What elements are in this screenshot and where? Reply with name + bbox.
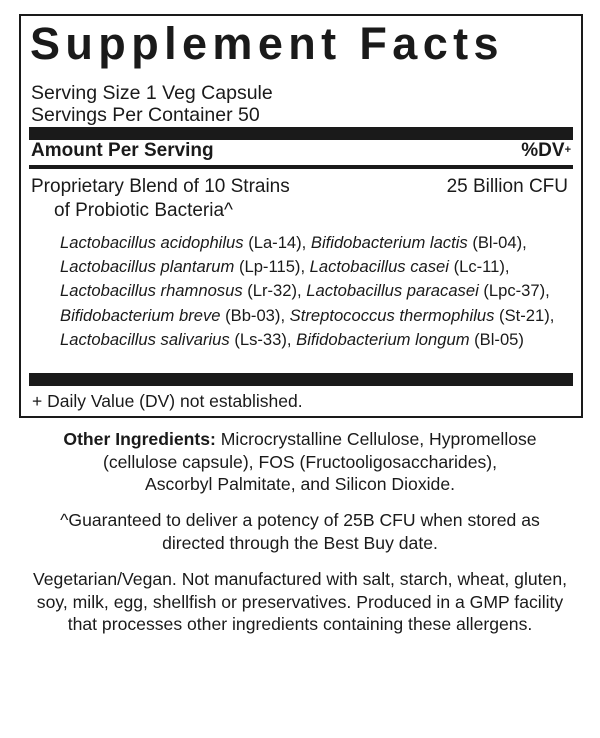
strain-code: (Lpc-37), [478, 281, 550, 301]
guarantee-note [0, 509, 600, 554]
blend-name-line1: Proprietary Blend of 10 Strains [31, 176, 290, 197]
strain-line [60, 304, 554, 328]
dv-mark: + [564, 144, 571, 156]
strain-code: (St-21), [494, 305, 555, 325]
strain-code: (La-14), [243, 233, 311, 252]
strain-line [60, 328, 554, 352]
strain-line [60, 279, 554, 303]
serving-size: Serving Size 1 Veg Capsule [31, 82, 273, 104]
strain-name: Lactobacillus plantarum [60, 257, 235, 277]
thin-divider [29, 165, 573, 169]
strain-name: Lactobacillus paracasei [306, 281, 479, 301]
allergen-statement [0, 568, 600, 636]
strain-name: Bifidobacterium breve [60, 305, 221, 325]
dv-footnote: + Daily Value (DV) not established. [32, 391, 303, 411]
other-ingredients-line2: (cellulose capsule), FOS (Fructooligosaccharides), [102, 451, 498, 472]
strain-name: Bifidobacterium lactis [310, 233, 468, 252]
amount-per-serving-label: Amount Per Serving [31, 140, 214, 161]
other-ingredients [0, 428, 600, 496]
strain-code: (Lc-11), [448, 257, 510, 277]
amount-header-row [31, 140, 571, 162]
other-ingredients-label: Other Ingredients: [63, 429, 216, 449]
blend-name-line2: of Probiotic Bacteria^ [54, 200, 233, 221]
strain-name: Lactobacillus casei [309, 257, 449, 277]
panel-title: Supplement Facts [30, 18, 504, 69]
allergen-line2: soy, milk, egg, shellfish or preservatives. Produced in a GMP facility [36, 591, 564, 612]
strain-line [60, 255, 554, 279]
allergen-line1: Vegetarian/Vegan. Not manufactured with salt, starch, wheat, gluten, [33, 569, 567, 589]
servings-per-container: Servings Per Container 50 [31, 104, 260, 126]
thick-divider-top [29, 127, 573, 140]
allergen-line3: that processes other ingredients containing these allergens. [67, 614, 533, 634]
strain-line [60, 231, 554, 255]
thick-divider-bottom [29, 373, 573, 386]
guarantee-line2: directed through the Best Buy date. [162, 532, 438, 553]
strain-name: Lactobacillus acidophilus [60, 233, 244, 252]
supplement-facts-panel [19, 14, 583, 418]
other-ingredients-line3: Ascorbyl Palmitate, and Silicon Dioxide. [145, 474, 455, 494]
dv-header: %DV+ [521, 140, 571, 161]
guarantee-line1: ^Guaranteed to deliver a potency of 25B CFU when stored as [60, 510, 540, 530]
strain-name: Lactobacillus rhamnosus [60, 281, 243, 301]
strain-code: (Bl-04), [467, 233, 527, 252]
strain-code: (Bl-05) [469, 329, 524, 349]
other-ingredients-line1: Microcrystalline Cellulose, Hypromellose [215, 429, 537, 449]
strain-name: Streptococcus thermophilus [289, 305, 495, 325]
strain-name: Bifidobacterium longum [296, 329, 470, 349]
strain-list [60, 231, 554, 352]
strain-code: (Bb-03), [220, 305, 290, 325]
strain-name: Lactobacillus salivarius [60, 329, 230, 349]
blend-amount: 25 Billion CFU [446, 176, 568, 197]
strain-code: (Ls-33), [229, 329, 297, 349]
strain-code: (Lr-32), [242, 281, 307, 301]
strain-code: (Lp-115), [234, 257, 310, 277]
